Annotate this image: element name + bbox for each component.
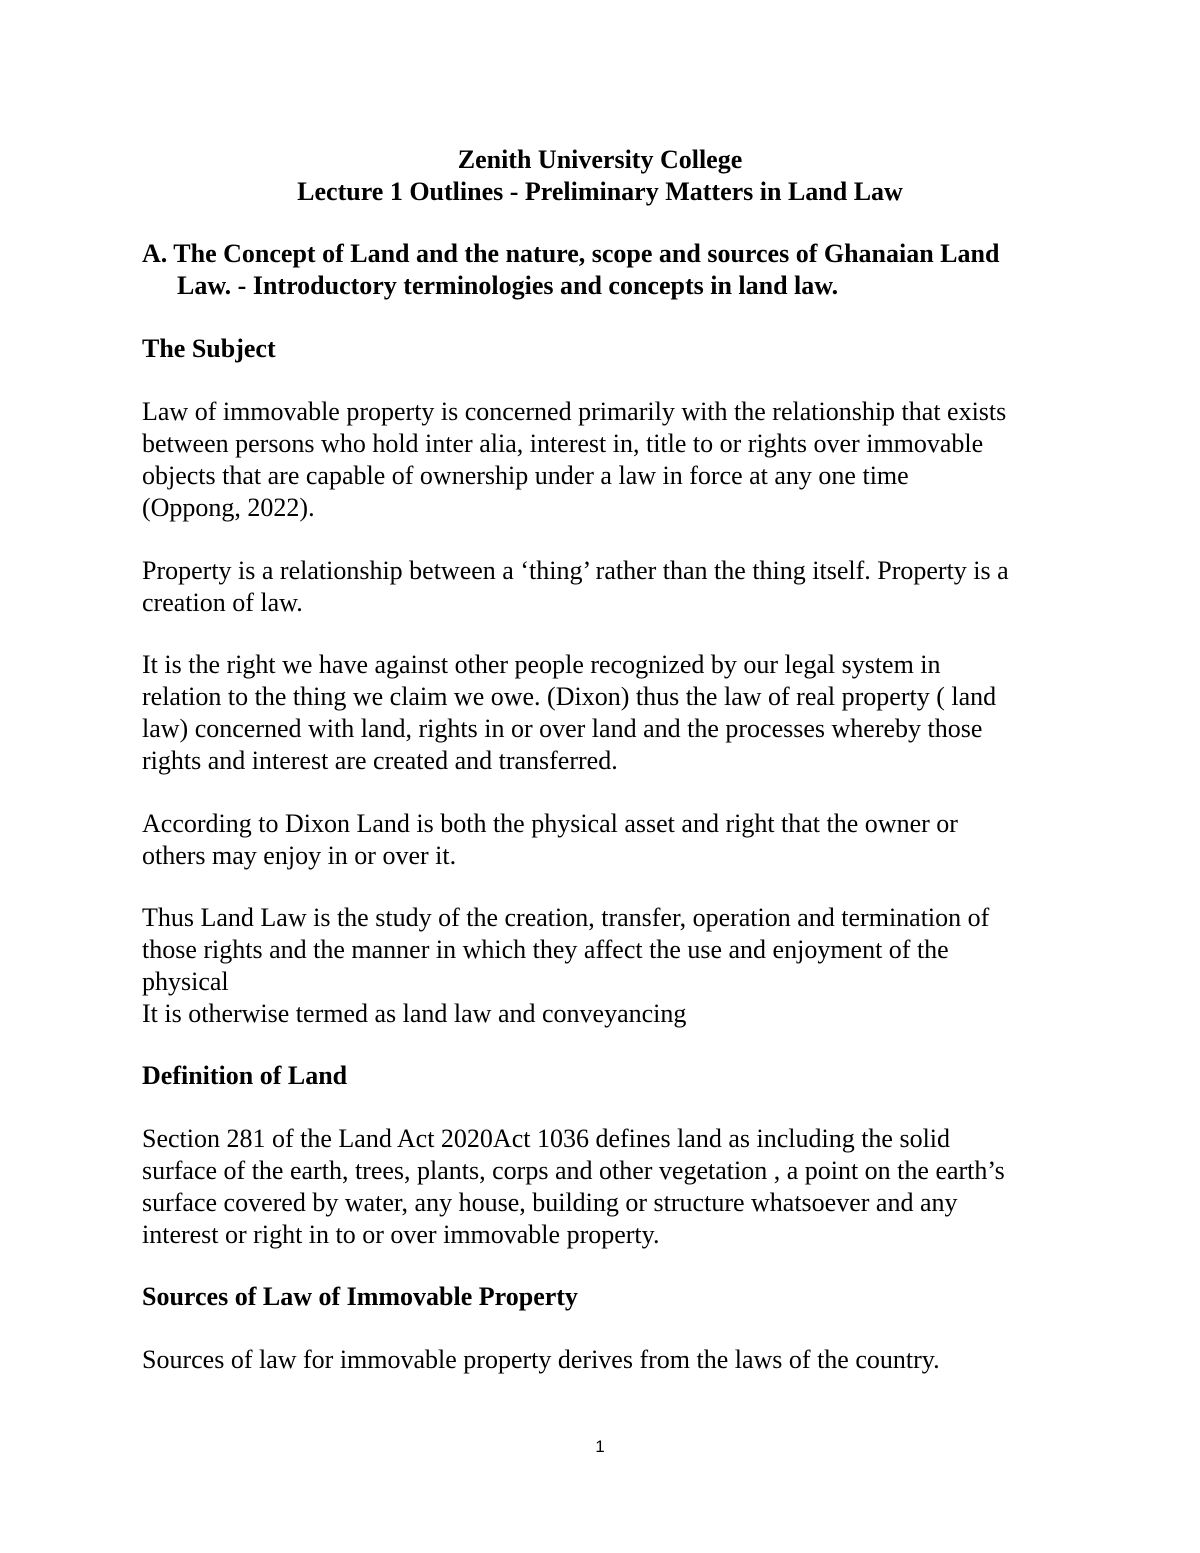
definition-heading: Definition of Land: [142, 1061, 348, 1090]
paragraph-line: According to Dixon Land is both the physical asset and right that the owner or: [142, 809, 958, 838]
paragraph-line: (Oppong, 2022).: [142, 493, 315, 522]
paragraph-line: objects that are capable of ownership under a law in force at any one time: [142, 461, 909, 490]
paragraph-line: Section 281 of the Land Act 2020Act 1036 defines land as including the solid: [142, 1124, 951, 1153]
subject-heading: The Subject: [142, 334, 276, 363]
paragraph-line: Sources of law for immovable property derives from the laws of the country.: [142, 1345, 940, 1374]
paragraph-line: those rights and the manner in which they affect the use and enjoyment of the: [142, 935, 949, 964]
section-a-heading-line-2: Law. - Introductory terminologies and concepts in land law.: [177, 271, 839, 300]
paragraph-line: physical: [142, 967, 229, 996]
paragraph-line: creation of law.: [142, 588, 303, 617]
paragraph-line: surface of the earth, trees, plants, corps and other vegetation , a point on the earth’s: [142, 1156, 1005, 1185]
paragraph-line: between persons who hold inter alia, interest in, title to or rights over immovable: [142, 429, 984, 458]
paragraph-line: surface covered by water, any house, building or structure whatsoever and any: [142, 1188, 958, 1217]
institution-title: Zenith University College: [457, 145, 743, 174]
paragraph-line: law) concerned with land, rights in or over land and the processes whereby those: [142, 714, 983, 743]
paragraph-line: others may enjoy in or over it.: [142, 841, 457, 870]
page-number: 1: [595, 1437, 605, 1456]
paragraph-line: rights and interest are created and transferred.: [142, 746, 618, 775]
section-a-heading-line-1: A. The Concept of Land and the nature, scope and sources of Ghanaian Land: [142, 239, 1000, 268]
paragraph-line: relation to the thing we claim we owe. (Dixon) thus the law of real property ( land: [142, 682, 997, 711]
paragraph-line: It is the right we have against other people recognized by our legal system in: [142, 650, 941, 679]
lecture-title: Lecture 1 Outlines - Preliminary Matters in Land Law: [297, 177, 903, 206]
paragraph-line: Property is a relationship between a ‘thing’ rather than the thing itself. Property is a: [142, 556, 1009, 585]
sources-heading: Sources of Law of Immovable Property: [142, 1282, 578, 1311]
paragraph-line: It is otherwise termed as land law and conveyancing: [142, 999, 687, 1028]
paragraph-line: Thus Land Law is the study of the creation, transfer, operation and termination of: [142, 903, 990, 932]
paragraph-line: interest or right in to or over immovable property.: [142, 1220, 660, 1249]
paragraph-line: Law of immovable property is concerned primarily with the relationship that exists: [142, 397, 1007, 426]
